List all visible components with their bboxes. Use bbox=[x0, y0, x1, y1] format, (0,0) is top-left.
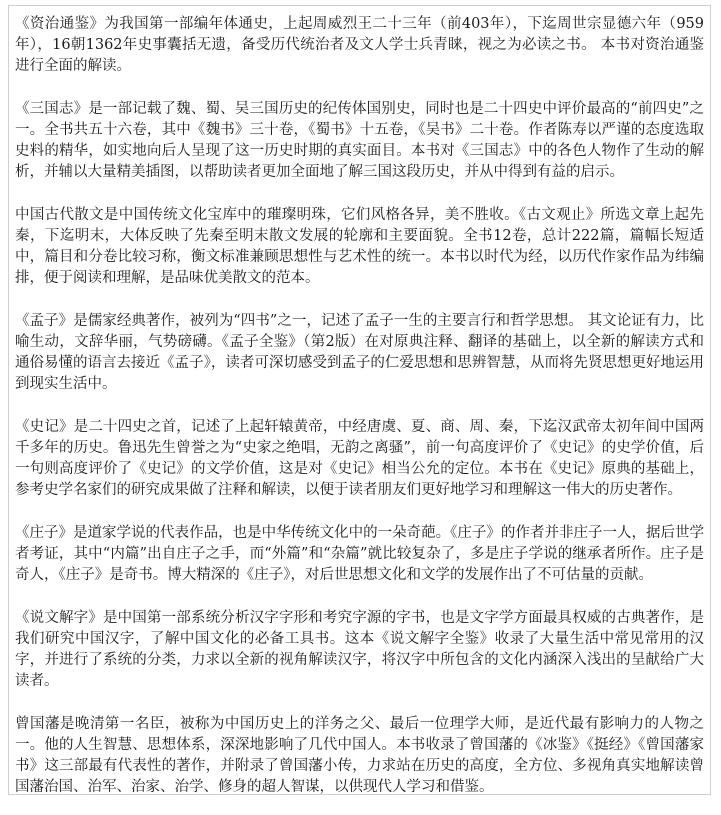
paragraph-shiji: 《史记》是二十四史之首，记述了上起轩辕黄帝，中经唐虞、夏、商、周、秦，下迄汉武帝太初年间中国两千多年的历史。鲁迅先生曾誉之为“史家之绝唱，无韵之离骚”，前一句高度评价了《史记》的史学价值，后一句则高度评价了《史记》的文学价值，这是对《史记》相当公允的定位。本书在《史记》原典的基础上，参考史学名家们的研究成果做了注释和解读，以便于读者朋友们更好地学习和理解这一伟大的历史著作。 bbox=[15, 419, 704, 498]
paragraph-mengzi: 《孟子》是儒家经典著作，被列为“四书”之一，记述了孟子一生的主要言行和哲学思想。 其文论证有力，比喻生动，文辞华丽，气势磅礴。《孟子全鉴》（第2版）在对原典注释、翻译的基础上，以全新的解读方式和通俗易懂的语言去接近《孟子》，读者可深切感受到孟子的仁爱思想和思辨智慧，从而将先贤思想更好地运用到现实生活中。 bbox=[15, 313, 704, 392]
book-descriptions-panel bbox=[8, 5, 711, 795]
paragraph-zeng-guofan: 曾国藩是晚清第一名臣，被称为中国历史上的洋务之父、最后一位理学大师，是近代最有影响力的人物之一。他的人生智慧、思想体系，深深地影响了几代中国人。本书收录了曾国藩的《冰鉴》《挺经》《曾国藩家书》这三部最有代表性的著作，并附录了曾国藩小传，力求站在历史的高度，全方位、多视角真实地解读曾国藩治国、治军、治家、治学、修身的超人智谋，以供现代人学习和借鉴。 bbox=[15, 716, 704, 795]
paragraph-sanguozhi: 《三国志》是一部记载了魏、蜀、吴三国历史的纪传体国别史，同时也是二十四史中评价最高的“前四史”之一。全书共五十六卷，其中《魏书》三十卷，《蜀书》十五卷，《吴书》二十卷。作者陈寿以严谨的态度选取史料的精华，如实地向后人呈现了这一历史时期的真实面目。本书对《三国志》中的各色人物作了生动的解析，并辅以大量精美插图，以帮助读者更加全面地了解三国这段历史，并从中得到有益的启示。 bbox=[15, 101, 704, 180]
paragraph-shuowen-jiezi: 《说文解字》是中国第一部系统分析汉字字形和考究字源的字书，也是文字学方面最具权威的古典著作，是我们研究中国汉字，了解中国文化的必备工具书。这本《说文解字全鉴》收录了大量生活中常见常用的汉字，并进行了系统的分类，力求以全新的视角解读汉字，将汉字中所包含的文化内涵深入浅出的呈献给广大读者。 bbox=[15, 610, 704, 689]
paragraph-guwen-guanzhi: 中国古代散文是中国传统文化宝库中的璀璨明珠，它们风格各异，美不胜收。《古文观止》所选文章上起先秦，下迄明末，大体反映了先秦至明末散文发展的轮廓和主要面貌。全书12卷，总计222篇，篇幅长短适中，篇目和分卷比较习称，衡文标准兼顾思想性与艺术性的统一。本书以时代为经，以历代作家作品为纬编排，便于阅读和理解，是品味优美散文的范本。 bbox=[15, 207, 704, 286]
paragraph-zhuangzi: 《庄子》是道家学说的代表作品，也是中华传统文化中的一朵奇葩。《庄子》的作者并非庄子一人，据后世学者考证，其中“内篇”出自庄子之手，而“外篇”和“杂篇”就比较复杂了，多是庄子学说的继承者所作。庄子是奇人，《庄子》是奇书。博大精深的《庄子》，对后世思想文化和文学的发展作出了不可估量的贡献。 bbox=[15, 525, 704, 583]
paragraph-zizhi-tongjian: 《资治通鉴》为我国第一部编年体通史，上起周威烈王二十三年（前403年），下迄周世宗显德六年（959年），16朝1362年史事囊括无遗，备受历代统治者及文人学士兵青睐，视之为必读之书。 本书对资治通鉴进行全面的解读。 bbox=[15, 16, 704, 74]
